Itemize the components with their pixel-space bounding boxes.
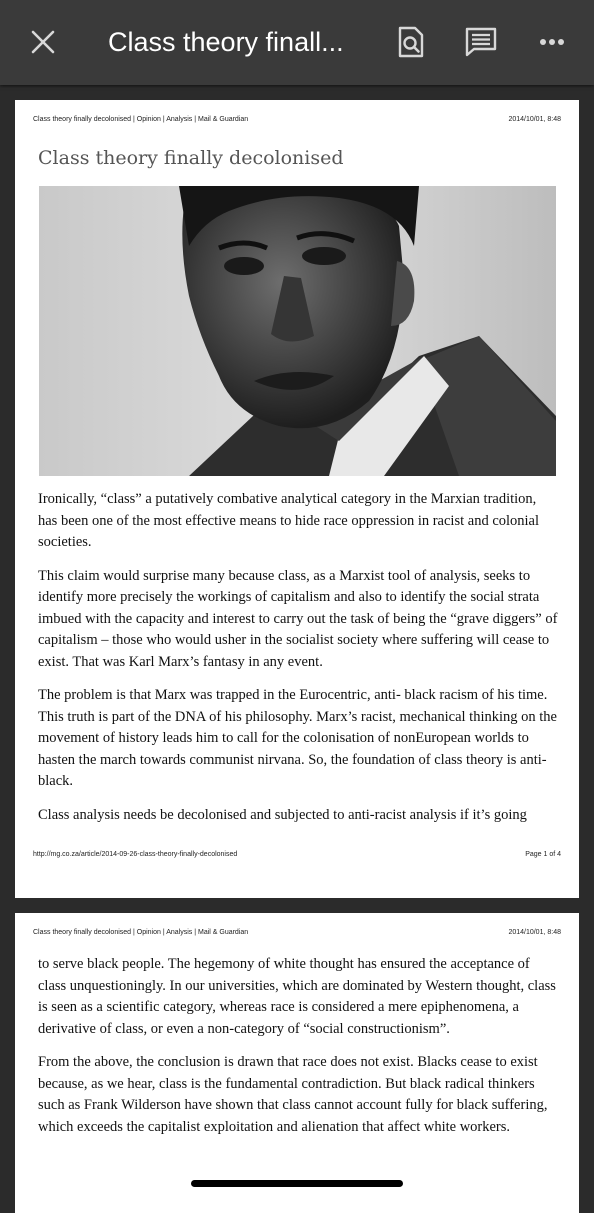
document-title: Class theory finall...	[108, 27, 344, 57]
paragraph: to serve black people. The hegemony of white thought has ensured the acceptance of class unquestioningly. In our universities, which are dominated by Western thought, class is seen as a scientific category, whereas race is considered a mere epiphenomena, a derivative of class, or even a non-category of “social constructionism”.	[38, 956, 556, 1037]
page-header	[33, 929, 561, 936]
page-footer	[33, 851, 561, 858]
article-photo	[39, 186, 556, 476]
article-body	[38, 489, 559, 838]
home-indicator[interactable]	[191, 1180, 403, 1187]
pdf-page-1	[15, 100, 579, 898]
page-header-title: Class theory finally decolonised | Opinion | Analysis | Mail & Guardian	[33, 116, 249, 123]
article-title: Class theory finally decolonised	[38, 147, 344, 169]
page-header-title: Class theory finally decolonised | Opinion | Analysis | Mail & Guardian	[33, 929, 249, 936]
page-header-date: 2014/10/01, 8:48	[508, 116, 561, 123]
paragraph: This claim would surprise many because class, as a Marxist tool of analysis, seeks to identify more precisely the workings of capitalism and also to identify the social strata imbued with the capacity and interest to carry out the task of being the “grave diggers” of capitalism – those who would usher in the socialist society where suffering will cease to exist. That was Karl Marx’s fantasy in any event.	[38, 567, 558, 670]
find-in-page-icon	[397, 26, 425, 58]
comment-icon	[465, 27, 497, 57]
comments-button[interactable]	[459, 20, 503, 64]
close-button[interactable]	[21, 20, 65, 64]
paragraph: From the above, the conclusion is drawn that race does not exist. Blacks cease to exist because, as we hear, class is the fundamental contradiction. But black radical thinkers such as Frank Wilderson have shown that class cannot account fully for black suffering, which exceeds the capitalist exploitation and alienation that affect white workers.	[38, 1054, 548, 1135]
paragraph: The problem is that Marx was trapped in the Eurocentric, anti- black racism of his time. This truth is part of the DNA of his philosophy. Marx’s racist, mechanical thinking on the movement of history leads him to call for the colonisation of nonEuropean worlds to hasten the march towards communist nirvana. So, the foundation of class theory is anti-black.	[38, 687, 557, 789]
app-toolbar	[0, 0, 594, 85]
page-number: Page 1 of 4	[525, 851, 561, 858]
find-in-page-button[interactable]	[389, 20, 433, 64]
pdf-page-2	[15, 913, 579, 1213]
page-header	[33, 116, 561, 123]
more-options-button[interactable]	[530, 20, 574, 64]
close-icon	[30, 29, 56, 55]
more-icon	[539, 38, 565, 46]
paragraph: Ironically, “class” a putatively combative analytical category in the Marxian tradition, has been one of the most effective means to hide race oppression in racist and colonial societies.	[38, 491, 540, 550]
paragraph: Class analysis needs be decolonised and subjected to anti-racist analysis if it’s going	[38, 806, 527, 823]
page-header-date: 2014/10/01, 8:48	[508, 929, 561, 936]
page-footer-url: http://mg.co.za/article/2014-09-26-class-theory-finally-decolonised	[33, 851, 238, 858]
article-body	[38, 954, 559, 1150]
